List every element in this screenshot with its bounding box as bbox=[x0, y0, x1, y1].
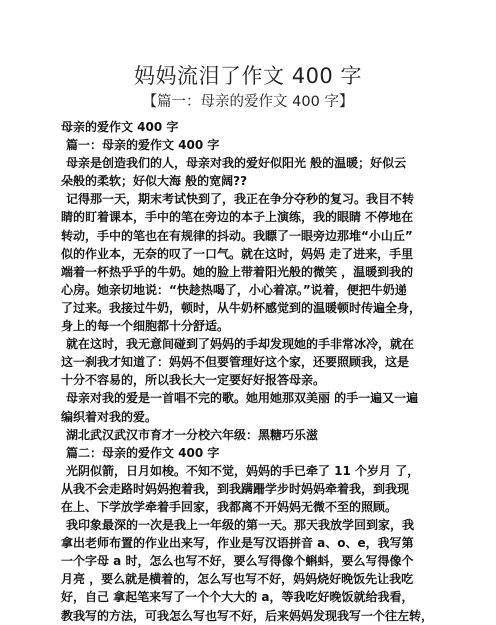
document-line: 这一刹我才知道了：妈妈不但要管理好这个家，还要照顾我，这是 bbox=[61, 355, 410, 370]
document-body bbox=[0, 118, 496, 625]
document-line: 篇二：母亲的爱作文 400 字 bbox=[66, 445, 220, 460]
document-line: 就在这时，我无意间碰到了妈妈的手却发现她的手非常冰冷，就在 bbox=[66, 337, 415, 352]
document-line: 睛的盯着课本，手中的笔在旁边的本子上演练，我的眼睛 不停地在 bbox=[61, 210, 414, 225]
document-line: 湖北武汉武汉市育才一分校六年级：黑糖巧乐滋 bbox=[66, 427, 319, 442]
document-line: 似的作业本，无奈的叹了一口气。就在这时，妈妈 走了进来，手里 bbox=[61, 246, 414, 261]
document-line: 母亲的爱作文 400 字 bbox=[61, 120, 179, 134]
document-line: 母亲是创造我们的人，母亲对我的爱好似阳光 般的温暖；好似云 bbox=[66, 156, 407, 171]
document-line: 在上、下学放学牵着手回家，我都离不开妈妈无微不至的照顾。 bbox=[61, 499, 398, 514]
document-line: 从我不会走路时妈妈抱着我，到我蹒跚学步时妈妈牵着我，到我现 bbox=[61, 481, 410, 496]
document-line: 母亲对我的爱是一首唱不完的歌。她用她那双美丽 的手一遍又一遍 bbox=[66, 391, 419, 406]
document-line: 编织着对我的爱。 bbox=[61, 409, 158, 424]
document-line: 身上的每一个细胞都十分舒适。 bbox=[61, 319, 230, 334]
document-line: 我印象最深的一次是我上一年级的第一天。那天我放学回到家，我 bbox=[66, 518, 415, 533]
document-line: 朵般的柔软；好似大海 般的宽阔?? bbox=[61, 174, 248, 189]
document-line: 拿出老师布置的作业出来写，作业是写汉语拼音 a、o、e，我写第 bbox=[61, 536, 414, 551]
document-line: 一个字母 a 时，怎么也写不好，要么写得像个蝌蚪，要么写得像个 bbox=[61, 554, 414, 569]
document-line: 心房。她亲切地说：“快趁热喝了，小心着凉。”说着，便把牛奶递 bbox=[61, 282, 407, 297]
document-line: 端着一杯热乎乎的牛奶。她的脸上带着阳光般的微笑 ，温暖到我的 bbox=[61, 264, 414, 279]
document-line: 篇一：母亲的爱作文 400 字 bbox=[66, 138, 220, 153]
document-line: 月亮 ，要么就是横着的，怎么写也写不好，妈妈烧好晚饭先让我吃 bbox=[61, 572, 414, 587]
document-line: 记得那一天，期末考试快到了，我正在争分夺秒的复习。我目不转 bbox=[66, 192, 415, 207]
document-line: 教我写的方法，可我怎么写也写不好，后来妈妈发现我写一个往左转， bbox=[61, 608, 434, 623]
document-line: 光阴似箭，日月如梭。不知不觉，妈妈的手已牵了 11 个岁月 了， bbox=[66, 463, 420, 478]
document-title: 妈妈流泪了作文 400 字 bbox=[134, 64, 362, 88]
document-line: 转动，手中的笔也在有规律的抖动。我瞟了一眼旁边那堆“小山丘” bbox=[61, 228, 413, 243]
document-line: 了过来。我接过牛奶，顿时，从牛奶杯感觉到的温暖顿时传遍全身， bbox=[61, 300, 422, 315]
document-subtitle: 【篇一：母亲的爱作文 400 字】 bbox=[142, 94, 354, 110]
document-line: 好，自己 拿起笔来写了一个个大大的 a，等我吃好晚饭就给我看， bbox=[61, 590, 414, 605]
document-line: 十分不容易的，所以我长大一定要好好报答母亲。 bbox=[61, 373, 326, 388]
